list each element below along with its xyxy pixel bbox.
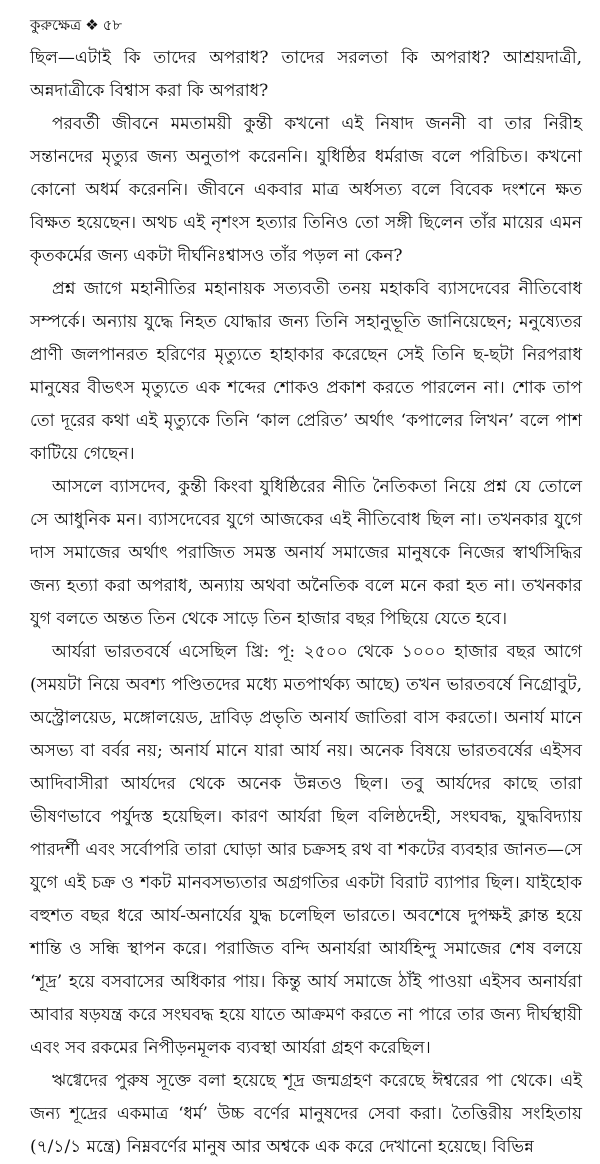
ornament-separator-icon: ❖ [85,16,99,34]
paragraph: আর্যরা ভারতবর্ষে এসেছিল খ্রি: পূ: ২৫০০ থেকে ১০০০ হাজার বছর আগে (সময়টা নিয়ে অবশ্য পণ্ডিতদের মধ্যে মতপার্থক্য আছে) তখন ভারতবর্ষে নিগ্রোবুট, অস্ট্রোলয়েড, মঙ্গোলয়েড, দ্রাবিড় প্রভৃতি অনার্য জাতিরা বাস করতো। অনার্য মানে অসভ্য বা বর্বর নয়; অনার্য মানে যারা আর্য নয়। অনেক বিষয়ে ভারতবর্ষের এইসব আদিবাসীরা আর্যদের থেকে অনেক উন্নতও ছিল। তবু আর্যদের কাছে তারা ভীষণভাবে পর্যুদস্ত হয়েছিল। কারণ আর্যরা ছিল বলিষ্ঠদেহী, সংঘবদ্ধ, যুদ্ধবিদ্যায় পারদর্শী এবং সর্বোপরি তারা ঘোড়া আর চক্রসহ রথ বা শকটের ব্যবহার জানত—সে যুগে এই চক্র ও শকট মানবসভ্যতার অগ্রগতির একটা বিরাট ব্যাপার ছিল। যাইহোক বহুশত বছর ধরে আর্য-অনার্যের যুদ্ধ চলেছিল ভারতে। অবশেষে দুপক্ষই ক্লান্ত হয়ে শান্তি ও সন্ধি স্থাপন করে। পরাজিত বন্দি অনার্যরা আর্যহিন্দু সমাজের শেষ বলয়ে ‘শূদ্র’ হয়ে বসবাসের অধিকার পায়। কিন্তু আর্য সমাজে ঠাঁই পাওয়া এইসব অনার্যরা আবার ষড়যন্ত্র করে সংঘবদ্ধ হয়ে যাতে আক্রমণ করতে না পারে তার জন্য দীর্ঘস্থায়ী এবং সব রকমের নিপীড়নমূলক ব্যবস্থা আর্যরা গ্রহণ করেছিল। [30,642,582,1058]
book-page [30,14,582,1157]
paragraph-continued: ছিল—এটাই কি তাদের অপরাধ? তাদের সরলতা কি অপরাধ? আশ্রয়দাত্রী, অন্নদাত্রীকে বিশ্বাস করা কি অপরাধ? [30,48,582,101]
book-title: কুরুক্ষেত্র [30,16,82,34]
paragraph: প্রশ্ন জাগে মহানীতির মহানায়ক সত্যবতী তনয় মহাকবি ব্যাসদেবের নীতিবোধ সম্পর্কে। অন্যায় যুদ্ধে নিহত যোদ্ধার জন্য তিনি সহানুভূতি জানিয়েছেন; মনুষ্যেতর প্রাণী জলপানরত হরিণের মৃত্যুতে হাহাকার করেছেন সেই তিনি ছ-ছটা নিরপরাধ মানুষের বীভৎস মৃত্যুতে এক শব্দের শোকও প্রকাশ করতে পারলেন না। শোক তাপ তো দূরের কথা এই মৃত্যুকে তিনি ‘কাল প্রেরিত’ অর্থাৎ ‘কপালের লিখন’ বলে পাশ কাটিয়ে গেছেন। [30,279,582,464]
page-number: ৫৮ [102,16,123,34]
paragraph: ঋগ্বেদের পুরুষ সূক্তে বলা হয়েছে শূদ্র জন্মগ্রহণ করেছে ঈশ্বরের পা থেকে। এই জন্য শূদ্রের একমাত্র ‘ধর্ম’ উচ্চ বর্ণের মানুষদের সেবা করা। তৈত্তিরীয় সংহিতায় (৭/১/১ মন্ত্রে) নিম্নবর্ণের মানুষ আর অশ্বকে এক করে দেখানো হয়েছে। বিভিন্ন [30,1071,582,1157]
paragraph: পরবর্তী জীবনে মমতাময়ী কুন্তী কখনো এই নিষাদ জননী বা তার নিরীহ সন্তানদের মৃত্যুর জন্য অনুতাপ করেননি। যুধিষ্ঠির ধর্মরাজ বলে পরিচিত। কখনো কোনো অধর্ম করেননি। জীবনে একবার মাত্র অর্ধসত্য বলে বিবেক দংশনে ক্ষত বিক্ষত হয়েছেন। অথচ এই নৃশংস হত্যার তিনিও তো সঙ্গী ছিলেন তাঁর মায়ের এমন কৃতকর্মের জন্য একটা দীর্ঘনিঃশ্বাসও তাঁর পড়ল না কেন? [30,114,582,266]
paragraph: আসলে ব্যাসদেব, কুন্তী কিংবা যুধিষ্ঠিরের নীতি নৈতিকতা নিয়ে প্রশ্ন যে তোলে সে আধুনিক মন। ব্যাসদেবের যুগে আজকের এই নীতিবোধ ছিল না। তখনকার যুগে দাস সমাজের অর্থাৎ পরাজিত সমস্ত অনার্য সমাজের মানুষকে নিজের স্বার্থসিদ্ধির জন্য হত্যা করা অপরাধ, অন্যায় অথবা অনৈতিক বলে মনে করা হত না। তখনকার যুগ বলতে অন্তত তিন থেকে সাড়ে তিন হাজার বছর পিছিয়ে যেতে হবে। [30,477,582,629]
running-header [30,14,582,42]
